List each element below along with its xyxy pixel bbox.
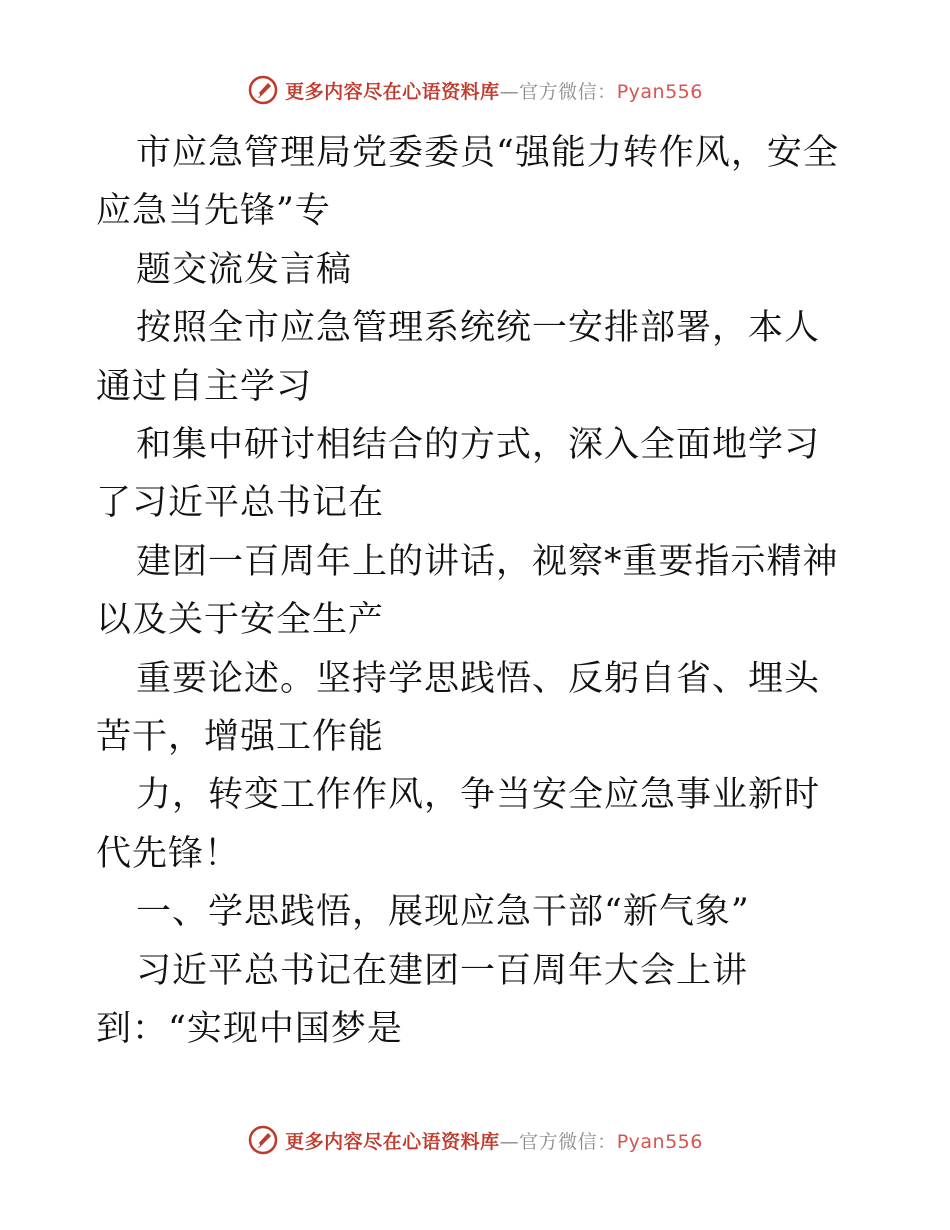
paragraph-body-3: 建团一百周年上的讲话，视察*重要指示精神以及关于安全生产 [96,541,839,641]
watermark-separator: — [499,80,520,103]
watermark-wechat-label: 官方微信： [519,80,617,103]
quill-seal-icon [247,74,279,106]
paragraph-body-1: 按照全市应急管理系统统一安排部署，本人通过自主学习 [96,308,821,407]
paragraph-body-6: 习近平总书记在建团一百周年大会上讲到：“实现中国梦是 [96,950,749,1050]
paragraph-body-5: 力，转变工作作风，争当安全应急事业新时代先锋！ [96,775,821,874]
paragraph-title-2: 题交流发言稿 [136,249,353,290]
paragraph-body-4: 重要论述。坚持学思践悟、反躬自省、埋头苦干，增强工作能 [96,658,821,758]
paragraph-title-1: 市应急管理局党委委员“强能力转作风，安全应急当先锋”专 [96,133,839,232]
footer-watermark [0,1120,950,1160]
watermark-text [285,77,703,104]
watermark-wechat-label: 官方微信： [519,1130,617,1153]
watermark-site: 更多内容尽在心语资料库 [285,1130,500,1153]
watermark-site: 更多内容尽在心语资料库 [285,80,500,103]
watermark-handle: Pyan556 [616,80,703,103]
document-body [96,124,854,1059]
watermark-handle: Pyan556 [616,1130,703,1153]
watermark-text [285,1127,703,1154]
section-heading-1: 一、学思践悟，展现应急干部“新气象” [136,892,750,933]
watermark-separator: — [499,1130,520,1153]
paragraph-body-2: 和集中研讨相结合的方式，深入全面地学习了习近平总书记在 [96,425,821,524]
header-watermark [0,70,950,110]
quill-seal-icon [247,1124,279,1156]
